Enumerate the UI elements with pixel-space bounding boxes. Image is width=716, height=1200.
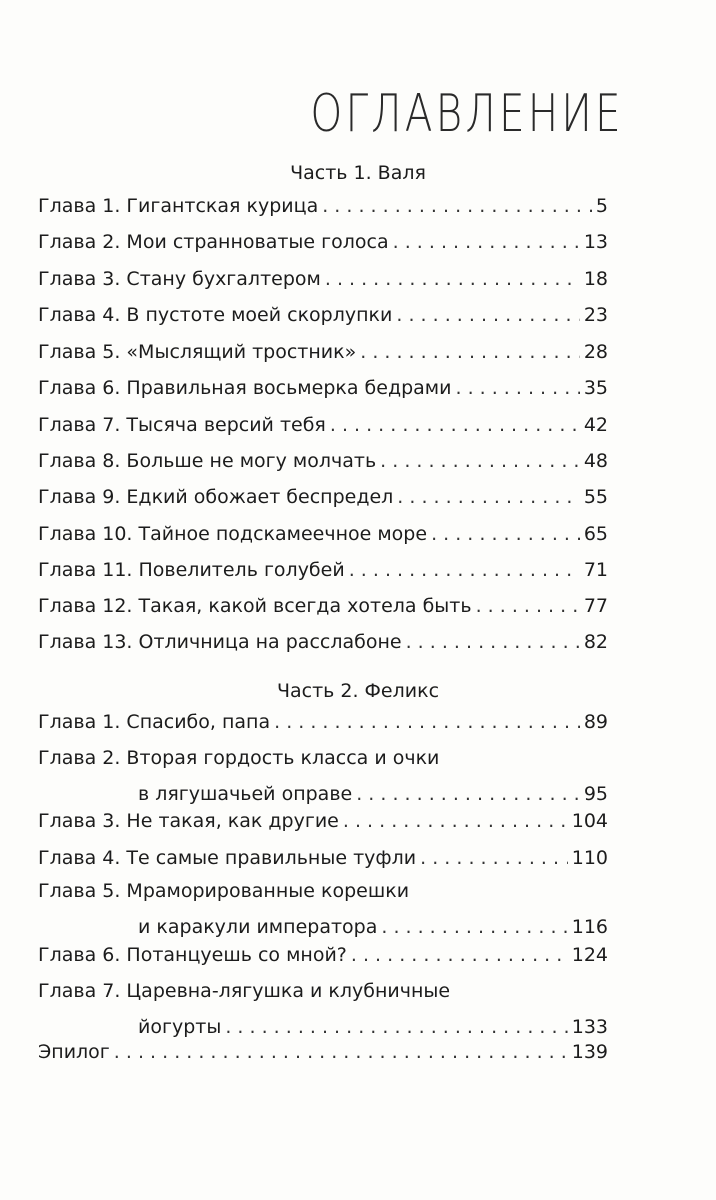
chapter-label: Глава 3. Стану бухгалтером bbox=[38, 268, 321, 290]
chapter-label: Глава 6. Правильная восьмерка бедрами bbox=[38, 377, 452, 399]
toc-entry bbox=[38, 525, 608, 547]
toc-entry bbox=[38, 233, 608, 255]
toc-entry-line bbox=[38, 1018, 608, 1040]
page-number: 124 bbox=[571, 944, 608, 966]
page-number: 77 bbox=[583, 595, 608, 617]
page-number: 35 bbox=[583, 377, 608, 399]
dot-leader bbox=[393, 233, 580, 252]
toc-entry bbox=[38, 343, 608, 365]
toc-entry bbox=[38, 1043, 608, 1065]
toc-entry bbox=[38, 270, 608, 292]
toc-entry-line bbox=[38, 946, 608, 968]
dot-leader bbox=[322, 197, 592, 216]
dot-leader bbox=[455, 379, 579, 398]
chapter-label: Глава 7. Царевна-лягушка и клубничные bbox=[38, 980, 451, 1002]
chapter-label: Глава 1. Спасибо, папа bbox=[38, 711, 271, 733]
dot-leader bbox=[420, 849, 568, 868]
page-number: 89 bbox=[583, 711, 608, 733]
chapter-label: Глава 5. «Мыслящий тростник» bbox=[38, 341, 357, 363]
dot-leader bbox=[381, 918, 567, 937]
dot-leader bbox=[330, 416, 580, 435]
toc-entry bbox=[38, 982, 608, 1040]
page-number: 42 bbox=[583, 414, 608, 436]
page-number: 71 bbox=[583, 559, 608, 581]
chapter-label: Глава 8. Больше не могу молчать bbox=[38, 450, 377, 472]
toc-entry-line bbox=[38, 343, 608, 365]
toc-entry-line bbox=[38, 561, 608, 583]
chapter-label: Глава 2. Вторая гордость класса и очки bbox=[38, 747, 440, 769]
dot-leader bbox=[274, 713, 580, 732]
dot-leader bbox=[476, 597, 580, 616]
toc-entry-line bbox=[38, 416, 608, 438]
part2-heading: Часть 2. Феликс bbox=[276, 680, 440, 702]
toc-entry bbox=[38, 561, 608, 583]
page-number: 104 bbox=[571, 810, 608, 832]
toc-entry bbox=[38, 849, 608, 871]
page-number: 18 bbox=[583, 268, 608, 290]
page-number: 82 bbox=[583, 631, 608, 653]
chapter-label: Глава 6. Потанцуешь со мной? bbox=[38, 944, 347, 966]
page-number: 13 bbox=[583, 231, 608, 253]
dot-leader bbox=[349, 561, 580, 580]
page-number: 55 bbox=[583, 486, 608, 508]
toc-entry-line bbox=[38, 597, 608, 619]
toc-entry-line bbox=[38, 633, 608, 655]
toc-entry bbox=[38, 713, 608, 735]
toc-entry-line bbox=[38, 918, 608, 940]
chapter-label: Глава 9. Едкий обожает беспредел bbox=[38, 486, 394, 508]
chapter-label-continuation: и каракули императора bbox=[138, 916, 378, 938]
page-number: 110 bbox=[571, 847, 608, 869]
page-number: 23 bbox=[583, 304, 608, 326]
chapter-label: Глава 4. В пустоте моей скорлупки bbox=[38, 304, 393, 326]
toc-entry bbox=[38, 488, 608, 510]
toc-entry-line bbox=[38, 488, 608, 510]
toc-entry bbox=[38, 597, 608, 619]
chapter-label: Глава 5. Мраморированные корешки bbox=[38, 880, 410, 902]
chapter-label: Глава 12. Такая, какой всегда хотела быть bbox=[38, 595, 472, 617]
toc-entry bbox=[38, 633, 608, 655]
toc-entry bbox=[38, 197, 608, 219]
dot-leader bbox=[406, 633, 580, 652]
dot-leader bbox=[380, 452, 580, 471]
dot-leader bbox=[325, 270, 580, 289]
page-number: 28 bbox=[583, 341, 608, 363]
chapter-label: Глава 13. Отличница на расслабоне bbox=[38, 631, 402, 653]
toc-entry-line bbox=[38, 812, 608, 834]
toc-entry-line bbox=[38, 270, 608, 292]
dot-leader bbox=[225, 1018, 567, 1037]
dot-leader bbox=[396, 306, 579, 325]
dot-leader bbox=[431, 525, 580, 544]
chapter-label-continuation: йогурты bbox=[138, 1016, 222, 1038]
toc-entry bbox=[38, 306, 608, 328]
chapter-label: Глава 11. Повелитель голубей bbox=[38, 559, 345, 581]
toc-entry-line bbox=[38, 713, 608, 735]
toc-entry-line bbox=[38, 849, 608, 871]
chapter-label: Глава 7. Тысяча версий тебя bbox=[38, 414, 326, 436]
toc-entry bbox=[38, 749, 608, 807]
chapter-label: Глава 3. Не такая, как другие bbox=[38, 810, 339, 832]
toc-entry bbox=[38, 452, 608, 474]
toc-entry-line bbox=[38, 379, 608, 401]
toc-entry-first-line bbox=[38, 882, 608, 904]
toc-entry-line bbox=[38, 233, 608, 255]
dot-leader bbox=[360, 343, 580, 362]
chapter-label: Глава 2. Мои странноватые голоса bbox=[38, 231, 389, 253]
page-title: ОГЛАВЛЕНИЕ bbox=[310, 84, 624, 144]
toc-entry bbox=[38, 812, 608, 834]
page-number: 116 bbox=[571, 916, 608, 938]
chapter-label: Глава 4. Те самые правильные туфли bbox=[38, 847, 417, 869]
toc-entry bbox=[38, 946, 608, 968]
toc-entry-line bbox=[38, 306, 608, 328]
chapter-label: Глава 1. Гигантская курица bbox=[38, 195, 319, 217]
toc-entry-line bbox=[38, 525, 608, 547]
dot-leader bbox=[114, 1043, 568, 1062]
part1-heading: Часть 1. Валя bbox=[290, 162, 426, 184]
page-number: 95 bbox=[583, 783, 608, 805]
toc-entry bbox=[38, 416, 608, 438]
dot-leader bbox=[351, 946, 568, 965]
dot-leader bbox=[356, 785, 580, 804]
page-number: 139 bbox=[571, 1041, 608, 1063]
toc-entry-line bbox=[38, 785, 608, 807]
toc-entry-first-line bbox=[38, 982, 608, 1004]
page-number: 5 bbox=[595, 195, 608, 217]
dot-leader bbox=[397, 488, 580, 507]
toc-entry bbox=[38, 882, 608, 940]
page-number: 65 bbox=[583, 523, 608, 545]
toc-entry bbox=[38, 379, 608, 401]
epilogue-label: Эпилог bbox=[38, 1041, 110, 1063]
page-number: 48 bbox=[583, 450, 608, 472]
toc-entry-first-line bbox=[38, 749, 608, 771]
page-number: 133 bbox=[571, 1016, 608, 1038]
chapter-label-continuation: в лягушачьей оправе bbox=[138, 783, 353, 805]
chapter-label: Глава 10. Тайное подскамеечное море bbox=[38, 523, 428, 545]
toc-entry-line bbox=[38, 197, 608, 219]
toc-entry-line bbox=[38, 1043, 608, 1065]
dot-leader bbox=[343, 812, 568, 831]
toc-entry-line bbox=[38, 452, 608, 474]
